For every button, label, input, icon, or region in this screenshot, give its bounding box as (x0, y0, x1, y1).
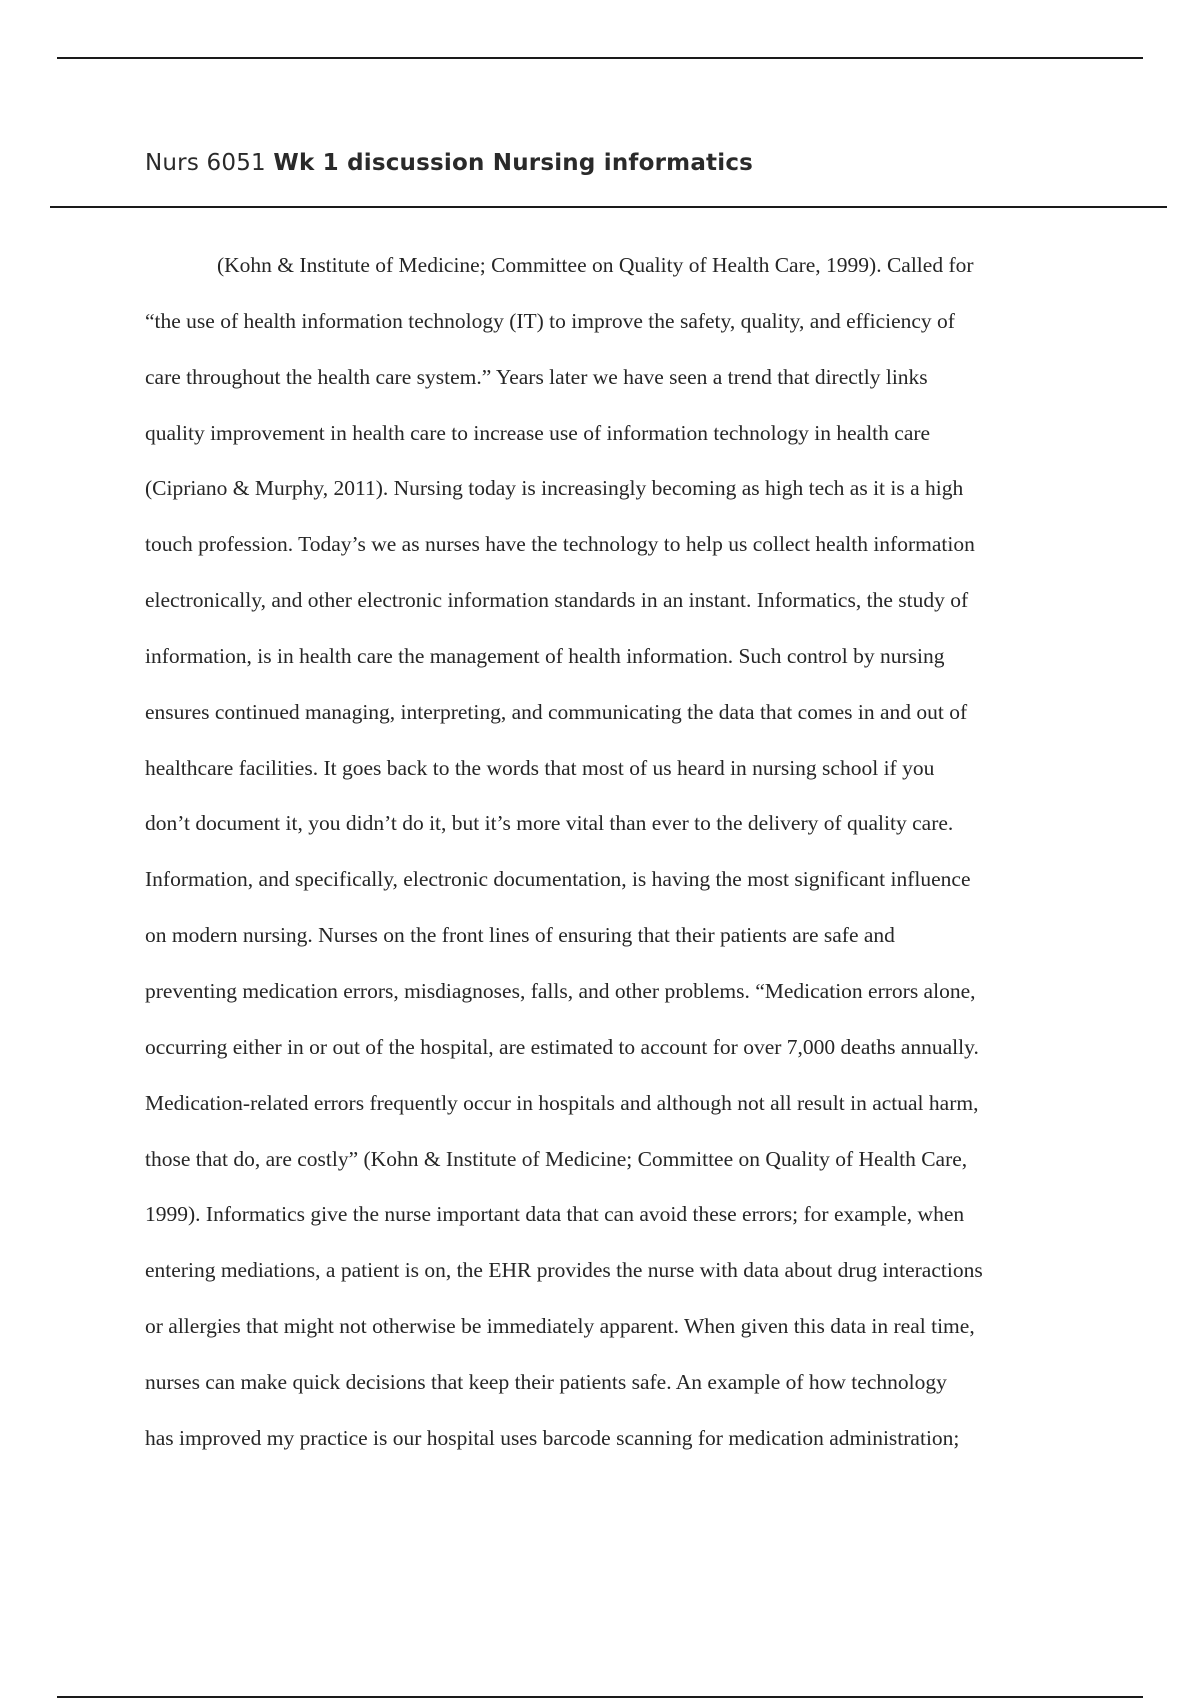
body-line: 1999). Informatics give the nurse important data that can avoid these errors; for example, when (145, 1202, 965, 1227)
document-title (145, 150, 753, 176)
bottom-rule (57, 1696, 1143, 1698)
body-line: electronically, and other electronic information standards in an instant. Informatics, the study of (145, 588, 969, 613)
body-line: quality improvement in health care to increase use of information technology in health care (145, 420, 931, 445)
body-line: preventing medication errors, misdiagnoses, falls, and other problems. “Medication errors alone, (145, 978, 976, 1003)
title-course-code: Nurs 6051 (145, 150, 274, 176)
body-line: nurses can make quick decisions that keep their patients safe. An example of how technology (145, 1369, 947, 1394)
body-line: don’t document it, you didn’t do it, but it’s more vital than ever to the delivery of quality care. (145, 811, 954, 836)
body-line: “the use of health information technology (IT) to improve the safety, quality, and efficiency of (145, 308, 955, 333)
document-body (145, 247, 1105, 1476)
title-topic: Wk 1 discussion Nursing informatics (273, 150, 754, 176)
body-line: has improved my practice is our hospital uses barcode scanning for medication administration; (145, 1425, 960, 1450)
body-line: healthcare facilities. It goes back to the words that most of us heard in nursing school if you (145, 755, 935, 780)
body-line: care throughout the health care system.” Years later we have seen a trend that directly links (145, 364, 928, 389)
body-line: occurring either in or out of the hospital, are estimated to account for over 7,000 deaths annually. (145, 1034, 979, 1059)
body-line: (Kohn & Institute of Medicine; Committee on Quality of Health Care, 1999). Called for (217, 253, 974, 277)
body-line: on modern nursing. Nurses on the front lines of ensuring that their patients are safe and (145, 923, 895, 948)
body-line: or allergies that might not otherwise be immediately apparent. When given this data in real time, (145, 1314, 975, 1339)
body-line: ensures continued managing, interpreting, and communicating the data that comes in and out of (145, 699, 968, 724)
body-line: (Cipriano & Murphy, 2011). Nursing today is increasingly becoming as high tech as it is a high (145, 476, 964, 501)
body-line: Information, and specifically, electronic documentation, is having the most significant influence (145, 867, 971, 892)
body-line: Medication-related errors frequently occur in hospitals and although not all result in actual harm, (145, 1090, 979, 1115)
body-line: information, is in health care the management of health information. Such control by nursing (145, 643, 945, 668)
body-line: entering mediations, a patient is on, the EHR provides the nurse with data about drug interactions (145, 1258, 983, 1283)
title-divider (50, 206, 1167, 208)
top-rule (57, 57, 1143, 59)
body-line: touch profession. Today’s we as nurses have the technology to help us collect health information (145, 532, 975, 557)
body-line: those that do, are costly” (Kohn & Institute of Medicine; Committee on Quality of Health Care, (145, 1146, 968, 1171)
